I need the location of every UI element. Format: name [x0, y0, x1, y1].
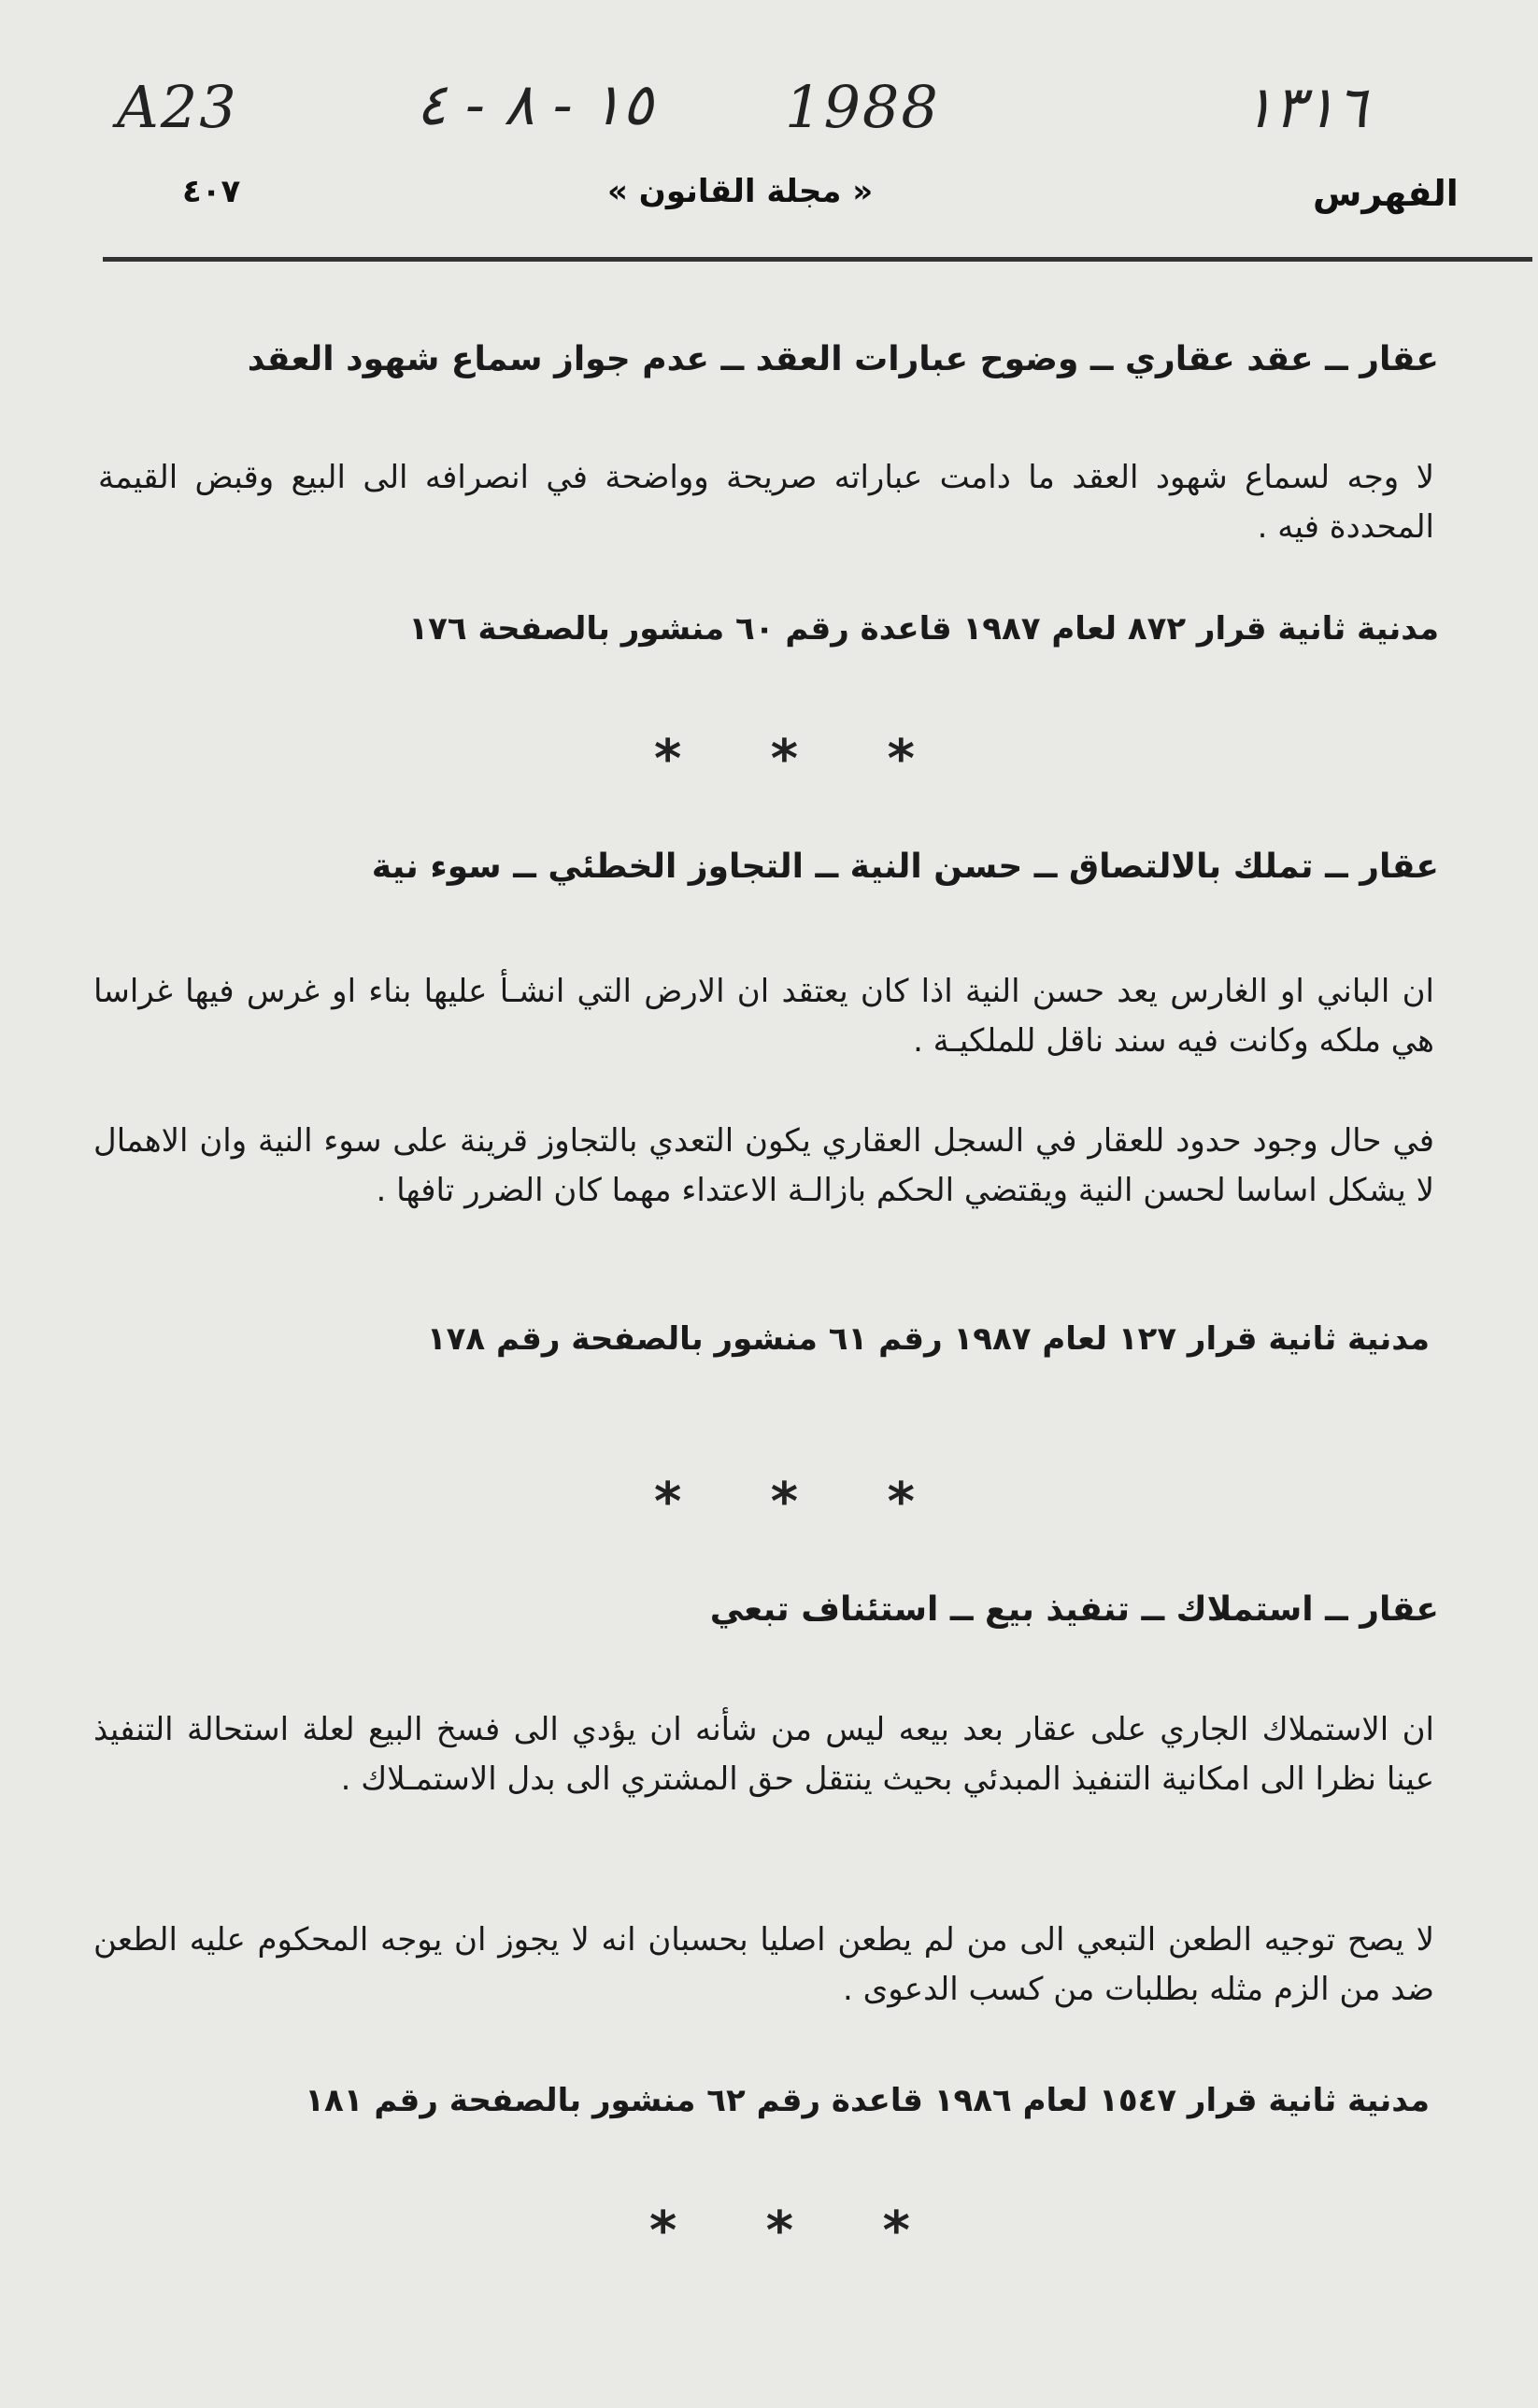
- entry-citation: مدنية ثانية قرار ١٢٧ لعام ١٩٨٧ رقم ٦١ منشور بالصفحة رقم ١٧٨: [426, 1320, 1430, 1358]
- entry-heading: عقار ــ تملك بالالتصاق ــ حسن النية ــ التجاوز الخطئي ــ سوء نية: [371, 848, 1439, 886]
- separator-stars: * * *: [649, 2201, 946, 2261]
- handwritten-date: ١٥ - ٨ - ٤: [416, 70, 653, 138]
- entry-1: [89, 338, 1439, 382]
- entry-heading: عقار ــ عقد عقاري ــ وضوح عبارات العقد ــ عدم جواز سماع شهود العقد: [247, 340, 1439, 378]
- entry-paragraph: لا وجه لسماع شهود العقد ما دامت عباراته صريحة وواضحة في انصرافه الى البيع وقبض القيمة المحددة فيه .: [98, 459, 1434, 546]
- entry-3: [89, 1589, 1439, 1632]
- running-head: الفهرس: [1313, 173, 1459, 214]
- handwritten-number: ١٣١٦: [1243, 73, 1368, 141]
- entry-paragraph: لا يصح توجيه الطعن التبعي الى من لم يطعن اصليا بحسبان انه لا يجوز ان يوجه المحكوم عليه الطعن ضد من الزم مثله بطلبات من كسب الدعوى .: [93, 1921, 1434, 2008]
- header-rule: [103, 257, 1532, 262]
- page-number: ٤٠٧: [182, 173, 241, 210]
- entry-3-body-2: [93, 1916, 1434, 2014]
- entry-paragraph: ان الباني او الغارس يعد حسن النية اذا كان يعتقد ان الارض التي انشـأ عليها بناء او غرس فيها غراسا هي ملكه وكانت فيه سند ناقل للملكيـة .: [93, 973, 1434, 1060]
- entry-2-body-1: [93, 967, 1434, 1065]
- handwritten-year: 1988: [785, 73, 940, 141]
- entry-2-citation-wrap: [187, 1318, 1430, 1362]
- entry-citation: مدنية ثانية قرار ١٥٤٧ لعام ١٩٨٦ قاعدة رقم ٦٢ منشور بالصفحة رقم ١٨١: [305, 2082, 1430, 2119]
- entry-2: [89, 846, 1439, 890]
- entry-paragraph: ان الاستملاك الجاري على عقار بعد بيعه ليس من شأنه ان يؤدي الى فسخ البيع لعلة استحالة التنفيذ عينا نظرا الى امكانية التنفيذ المبدئي بحيث ينتقل حق المشتري الى بدل الاستمـلاك .: [93, 1711, 1434, 1798]
- entry-paragraph: في حال وجود حدود للعقار في السجل العقاري يكون التعدي بالتجاوز قرينة على سوء النية وان الاهمال لا يشكل اساسا لحسن النية ويقتضي الحكم بازالـة الاعتداء مهما كان الضرر تافها .: [93, 1122, 1434, 1209]
- separator-stars: * * *: [654, 1472, 950, 1532]
- entry-1-body: [98, 453, 1434, 551]
- entry-heading: عقار ــ استملاك ــ تنفيذ بيع ــ استئناف تبعي: [709, 1590, 1439, 1629]
- journal-title: « مجلة القانون »: [607, 173, 874, 210]
- entry-3-body-1: [93, 1705, 1434, 1803]
- handwritten-code: A23: [117, 73, 238, 141]
- entry-2-body-2: [93, 1117, 1434, 1215]
- entry-1-citation-wrap: [224, 607, 1439, 652]
- separator-stars: * * *: [654, 729, 950, 790]
- entry-3-citation-wrap: [93, 2079, 1430, 2124]
- entry-citation: مدنية ثانية قرار ٨٧٢ لعام ١٩٨٧ قاعدة رقم ٦٠ منشور بالصفحة ١٧٦: [408, 610, 1439, 648]
